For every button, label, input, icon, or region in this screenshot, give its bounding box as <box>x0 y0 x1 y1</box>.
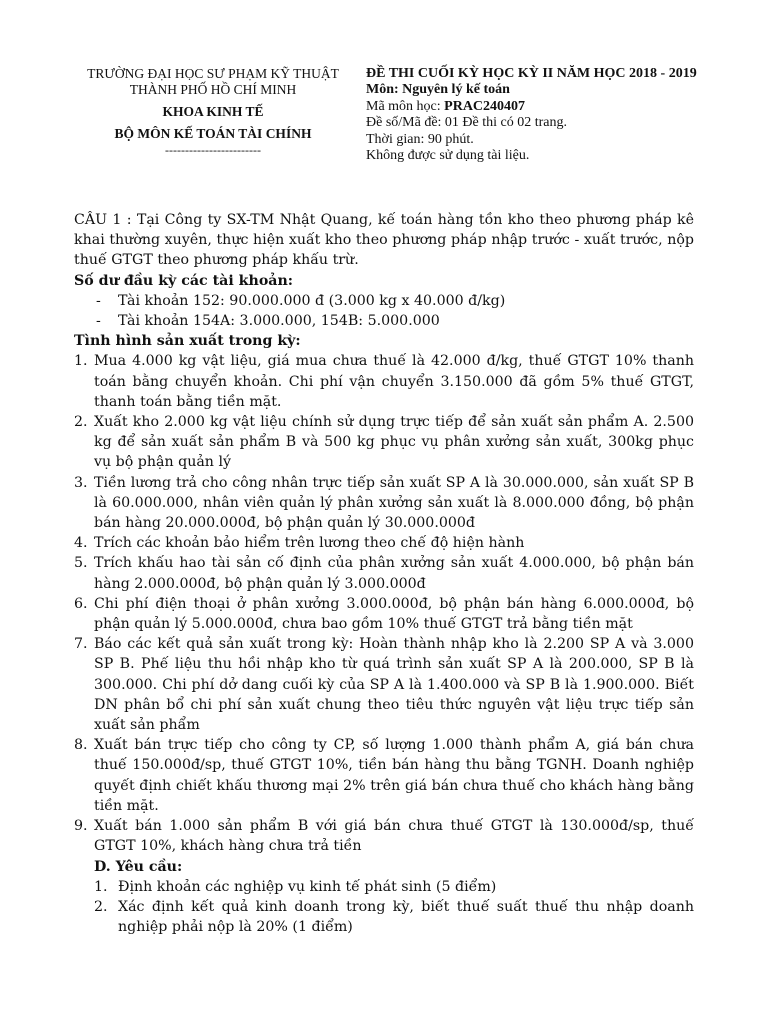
exam-duration: Thời gian: 90 phút. <box>366 131 474 147</box>
list-item: 2. Xác định kết quả kinh doanh trong kỳ, biết thuế suất thuế thu nhập doanh nghiệp phải nộp là 20% (1 điểm) <box>94 898 694 936</box>
requirements-heading: D. Yêu cầu: <box>94 858 183 875</box>
requirements-list <box>94 877 694 938</box>
course-code-label: Mã môn học: <box>366 98 445 114</box>
list-item: 8. Xuất bán trực tiếp cho công ty CP, số lượng 1.000 thành phẩm A, giá bán chưa thuế 150.000đ/sp, thuế GTGT 10%, tiền bán hàng thu bằng TGNH. Doanh nghiệp quyết định chiết khấu thương mại 2% trên giá bán chưa thuế cho khách hàng bằng tiền mặt. <box>74 737 694 814</box>
requirements-section <box>74 857 694 938</box>
faculty-name: KHOA KINH TẾ <box>162 104 264 119</box>
production-heading: Tình hình sản xuất trong kỳ: <box>74 333 301 350</box>
opening-balance-heading: Số dư đầu kỳ các tài khoản: <box>74 272 294 289</box>
list-item: 9. Xuất bán 1.000 sản phẩm B với giá bán chưa thuế GTGT là 130.000đ/sp, thuế GTGT 10%, khách hàng chưa trả tiền <box>74 818 694 855</box>
course-code: PRAC240407 <box>444 98 526 114</box>
question-intro-text: Tại Công ty SX-TM Nhật Quang, kế toán hàng tồn kho theo phương pháp kê khai thường xuyên, thực hiện xuất kho theo phương pháp nhập trước - xuất trước, nộp thuế GTGT theo phương pháp khấu trừ. <box>74 212 694 269</box>
course-code-line <box>366 99 746 115</box>
header-right <box>366 66 746 164</box>
header-left <box>68 66 358 158</box>
question-intro <box>74 210 694 271</box>
question-label: CÂU 1 : <box>74 212 132 228</box>
list-item: 1. Mua 4.000 kg vật liệu, giá mua chưa thuế là 42.000 đ/kg, thuế GTGT 10% thanh toán bằng chuyển khoản. Chi phí vận chuyển 3.150.000 đã gồm 5% thuế GTGT, thanh toán bằng tiền mặt. <box>74 353 694 410</box>
opening-balance-list <box>74 291 694 331</box>
transaction-list <box>74 351 694 856</box>
exam-title: ĐỀ THI CUỐI KỲ HỌC KỲ II NĂM HỌC 2018 - 2019 <box>366 66 697 81</box>
department-name: BỘ MÔN KẾ TOÁN TÀI CHÍNH <box>114 126 312 141</box>
list-item: 6. Chi phí điện thoại ở phân xưởng 3.000.000đ, bộ phận bán hàng 6.000.000đ, bộ phận quản lý 5.000.000đ, chưa bao gồm 10% thuế GTGT trả bằng tiền mặt <box>74 595 694 633</box>
list-item: 2. Xuất kho 2.000 kg vật liệu chính sử dụng trực tiếp để sản xuất sản phẩm A. 2.500 kg để sản xuất sản phẩm B và 500 kg phục vụ phân xưởng sản xuất, 300kg phục vụ bộ phận quản lý <box>74 414 694 471</box>
list-item: - Tài khoản 154A: 3.000.000, 154B: 5.000.000 <box>96 313 440 330</box>
university-name: TRƯỜNG ĐẠI HỌC SƯ PHẠM KỸ THUẬT <box>87 66 339 81</box>
subject: Môn: Nguyên lý kế toán <box>366 82 510 98</box>
list-item: 7. Báo các kết quả sản xuất trong kỳ: Hoàn thành nhập kho là 2.200 SP A và 3.000 SP B. Phế liệu thu hồi nhập kho từ quá trình sản xuất SP A là 200.000, SP B là 300.000. Chi phí dở dang cuối kỳ của SP A là 1.400.000 và SP B là 1.900.000. Biết DN phân bổ chi phí sản xuất chung theo tiêu thức nguyên vật liệu trực tiếp sản xuất sản phẩm <box>74 636 694 734</box>
question-body <box>74 210 694 937</box>
list-item: 4. Trích các khoản bảo hiểm trên lương theo chế độ hiện hành <box>74 535 525 552</box>
exam-number: Đề số/Mã đề: 01 Đề thi có 02 trang. <box>366 115 568 131</box>
exam-materials: Không được sử dụng tài liệu. <box>366 148 530 164</box>
list-item: 1. Định khoản các nghiệp vụ kinh tế phát sinh (5 điểm) <box>94 878 497 895</box>
list-item: 3. Tiền lương trả cho công nhân trực tiếp sản xuất SP A là 30.000.000, sản xuất SP B là 60.000.000, nhân viên quản lý phân xưởng sản xuất là 8.000.000 đồng, bộ phận bán hàng 20.000.000đ, bộ phận quản lý 30.000.000đ <box>74 474 694 532</box>
list-item: 5. Trích khấu hao tài sản cố định của phân xưởng sản xuất 4.000.000, bộ phận bán hàng 2.000.000đ, bộ phận quản lý 3.000.000đ <box>74 555 694 592</box>
list-item: - Tài khoản 152: 90.000.000 đ (3.000 kg x 40.000 đ/kg) <box>96 292 506 309</box>
header-divider: ------------------------ <box>165 143 261 157</box>
city-name: THÀNH PHỐ HỒ CHÍ MINH <box>129 82 297 97</box>
